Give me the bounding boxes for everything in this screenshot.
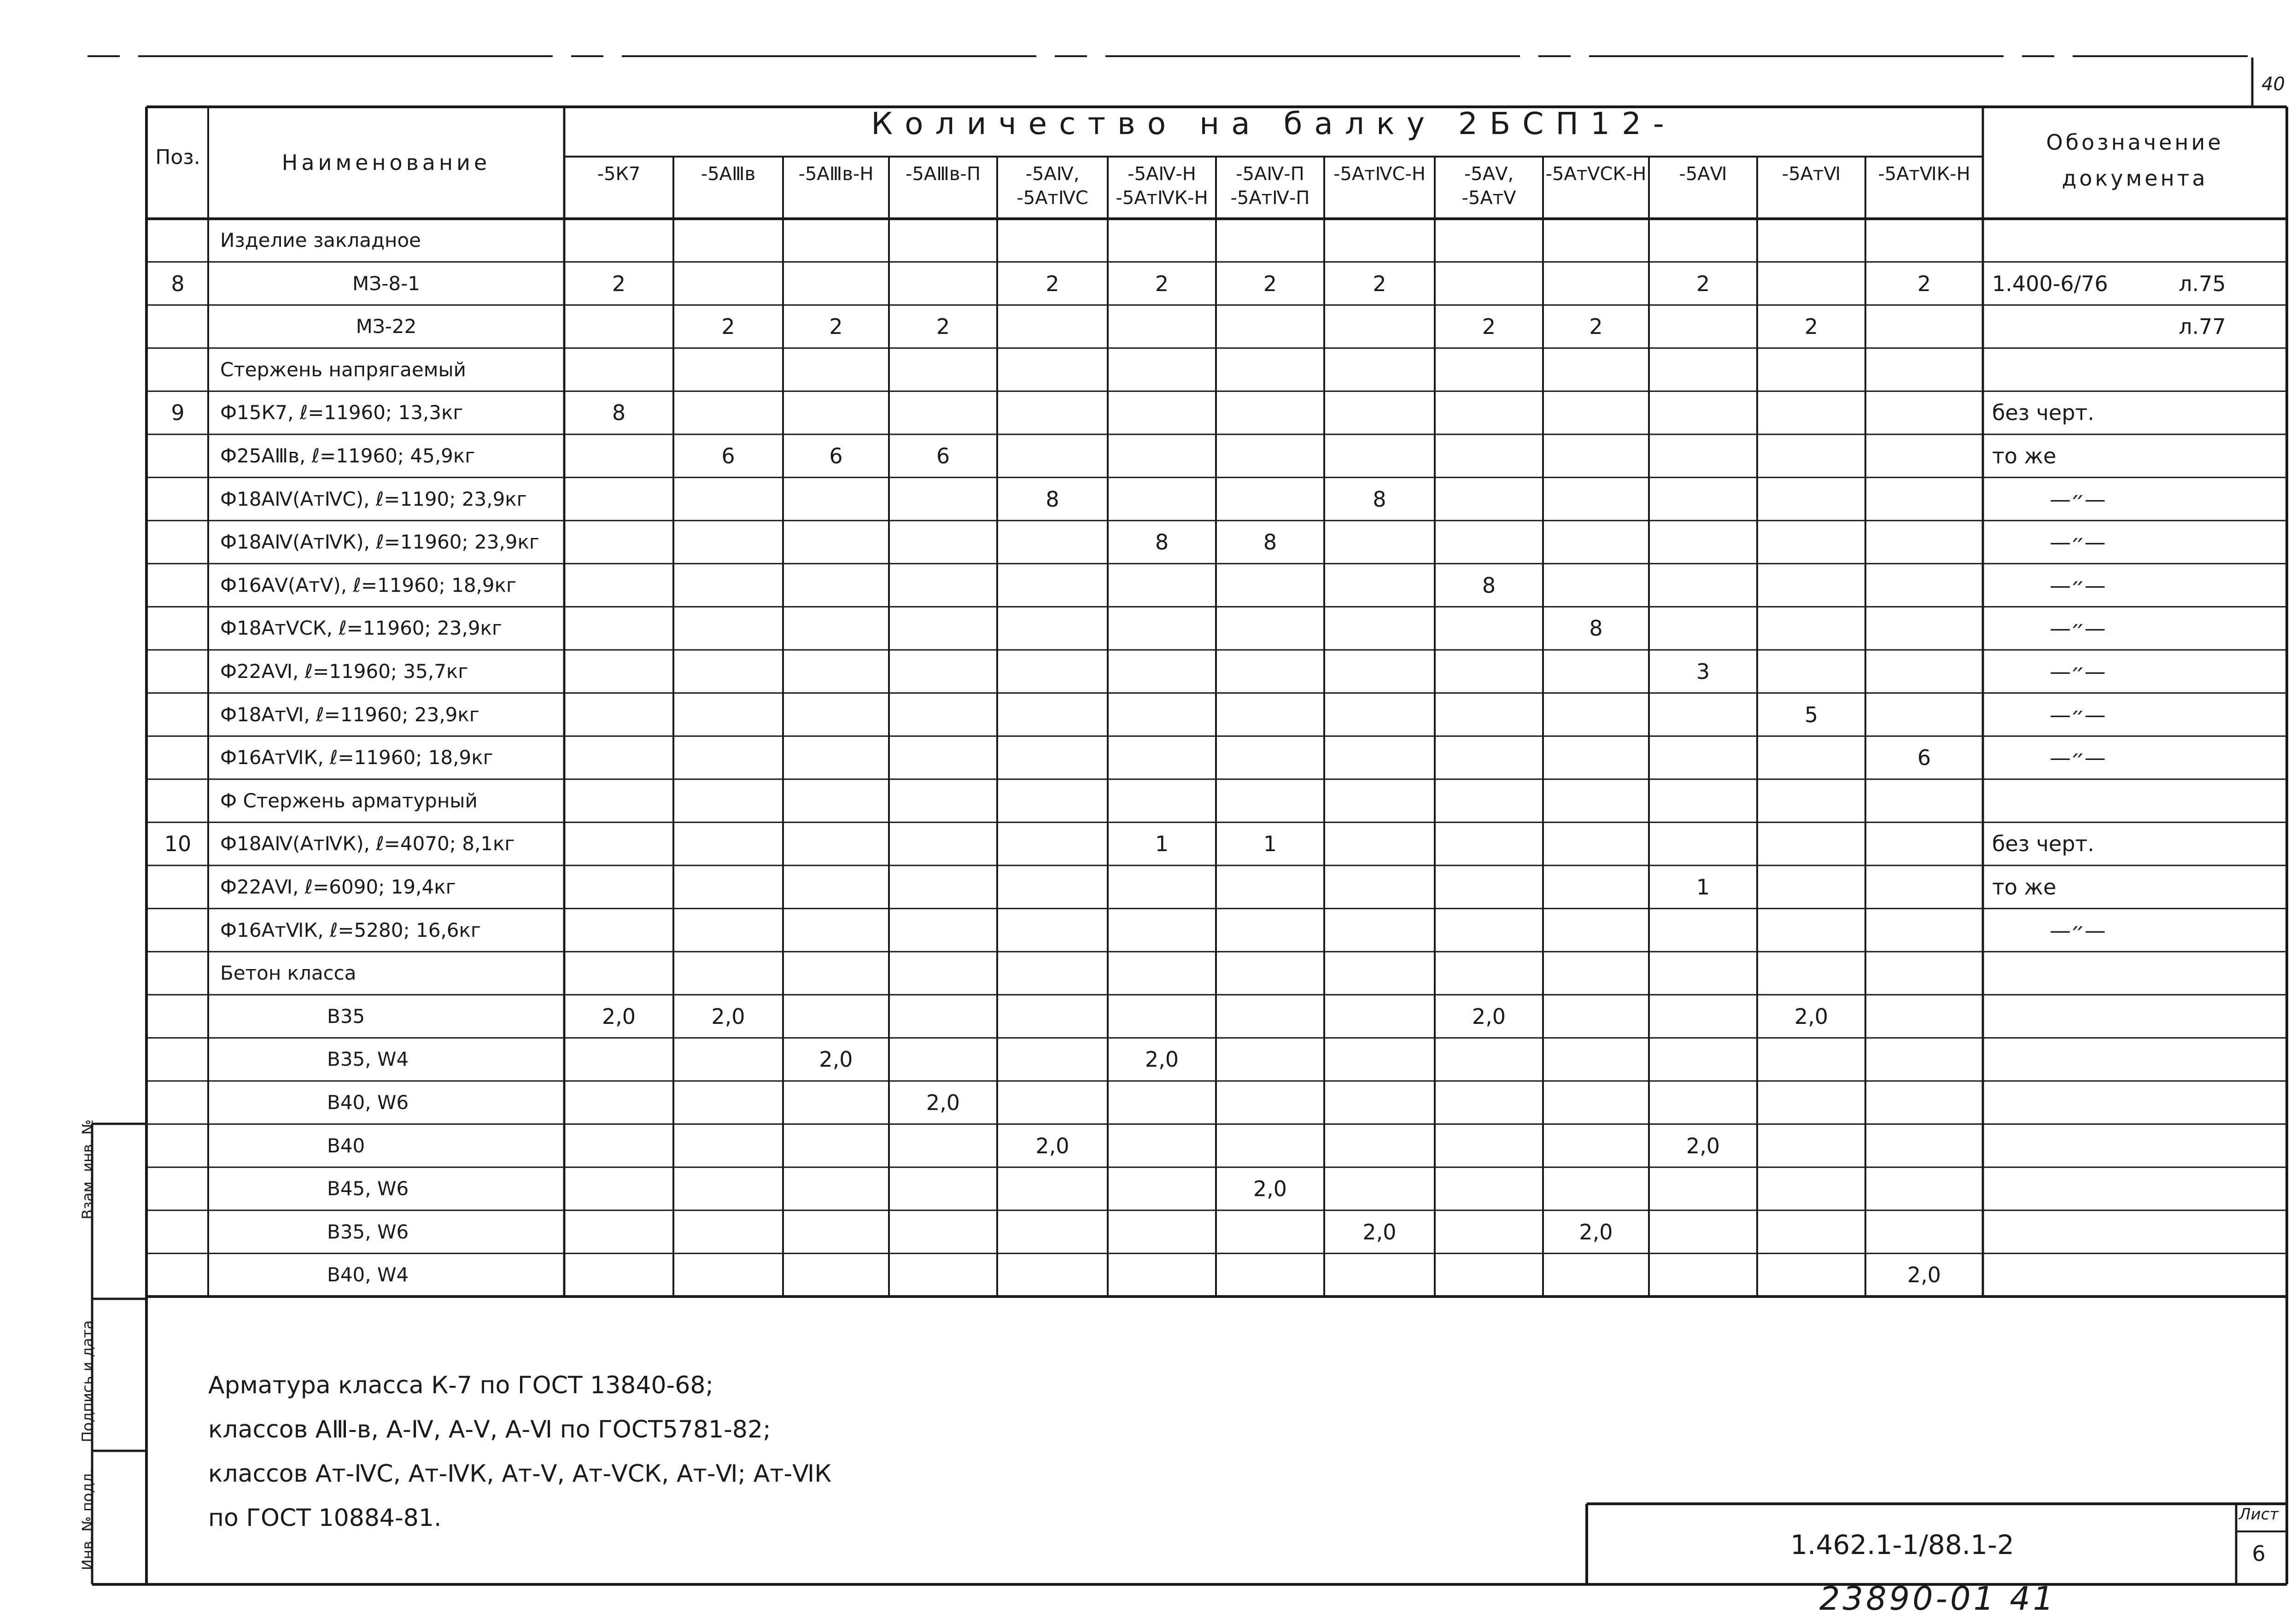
column-header	[564, 162, 673, 186]
column-header-line1: -5АⅢв-П	[906, 164, 981, 185]
row-name: Ф Стержень арматурный	[220, 789, 478, 812]
row-name: Ф18АтⅤСК, ℓ=11960; 23,9кг	[220, 617, 502, 639]
quantity-cell: 6	[829, 444, 843, 468]
side-label-signature-date: Подпись и дата	[79, 1320, 96, 1443]
quantity-cell: 2	[829, 314, 843, 339]
quantity-cell: 2,0	[602, 1004, 636, 1029]
row-name: Ф15К7, ℓ=11960; 13,3кг	[220, 401, 463, 424]
archive-number: 23890-01 41	[1819, 1580, 2057, 1618]
column-header	[889, 162, 997, 186]
column-header-line1: -5АⅣ-Н	[1128, 164, 1196, 185]
quantity-cell: 2	[1696, 271, 1710, 296]
column-header-line1: -5АтⅤСК-Н	[1545, 164, 1647, 185]
notes	[208, 1363, 831, 1540]
quantity-cell: 2	[1482, 314, 1496, 339]
quantity-cell: 2	[1917, 271, 1931, 296]
stamp-code: 1.462.1-1/88.1-2	[1790, 1529, 2014, 1560]
quantity-cell: 6	[1917, 745, 1931, 770]
quantity-cell: 2,0	[711, 1004, 745, 1029]
row-document: —״—	[2050, 702, 2106, 727]
quantity-cell: 2,0	[1579, 1220, 1613, 1244]
row-name: Ф18АⅣ(АтⅣС), ℓ=1190; 23,9кг	[220, 488, 527, 510]
row-document: —״—	[2050, 487, 2106, 512]
quantity-cell: 8	[1589, 616, 1603, 641]
header-document	[1983, 124, 2287, 196]
column-header-line1: -5АⅣ-П	[1236, 164, 1304, 185]
quantity-cell: 6	[936, 444, 950, 468]
column-header	[1435, 162, 1543, 210]
note-line: классов Ат-ⅣС, Ат-ⅣК, Ат-Ⅴ, Ат-ⅤСК, Ат-Ⅵ; Ат-ⅥК	[208, 1460, 832, 1488]
row-name: В35, W6	[327, 1221, 409, 1243]
column-header-line1: -5АⅣ,	[1025, 164, 1080, 185]
header-document-line1: Обозначение	[2046, 130, 2224, 155]
row-document: то же	[1992, 444, 2057, 468]
column-header	[673, 162, 783, 186]
row-document: 1.400-6/76	[1992, 271, 2108, 296]
row-document: —״—	[2050, 616, 2106, 641]
quantity-cell: 8	[1155, 530, 1169, 555]
quantity-cell: 2,0	[819, 1047, 853, 1072]
side-label-replace-inv: Взам. инв. №	[79, 1119, 96, 1220]
column-header-line1: -5АтⅥК-Н	[1878, 164, 1970, 185]
quantity-cell: 5	[1804, 702, 1818, 727]
column-header-line1: -5АⅤ,	[1464, 164, 1514, 185]
column-header-line2: -5АтⅣС	[1017, 187, 1088, 209]
row-name: В40, W6	[327, 1091, 409, 1114]
header-quantity-title: Количество на балку 2БСП12-	[871, 106, 1676, 141]
side-label-original-inv: Инв. № подл.	[79, 1468, 96, 1571]
row-name: В40	[327, 1134, 365, 1157]
row-pos: 9	[171, 400, 185, 425]
column-header	[783, 162, 889, 186]
row-name: В35, W4	[327, 1048, 409, 1070]
note-line: Арматура класса К-7 по ГОСТ 13840-68;	[208, 1372, 713, 1399]
column-header	[1543, 162, 1649, 186]
row-name: Ф22АⅥ, ℓ=11960; 35,7кг	[220, 660, 468, 683]
row-name: В40, W4	[327, 1263, 409, 1286]
quantity-cell: 2,0	[1907, 1262, 1941, 1287]
header-name: Наименование	[281, 150, 491, 175]
column-header	[1757, 162, 1865, 186]
row-document: —״—	[2050, 530, 2106, 555]
quantity-cell: 2	[1804, 314, 1818, 339]
quantity-cell: 8	[612, 400, 626, 425]
quantity-cell: 2,0	[926, 1090, 960, 1115]
column-header-line1: -5АтⅣС-Н	[1333, 164, 1426, 185]
quantity-cell: 2	[936, 314, 950, 339]
column-header-line1: -5К7	[597, 164, 641, 185]
quantity-cell: 1	[1263, 831, 1277, 856]
row-document: то же	[1992, 875, 2057, 900]
note-line: классов АⅢ-в, А-Ⅳ, А-Ⅴ, А-Ⅵ по ГОСТ5781-82;	[208, 1416, 771, 1443]
row-name: МЗ-22	[356, 315, 417, 338]
column-header	[997, 162, 1108, 210]
quantity-cell: 2	[1589, 314, 1603, 339]
quantity-cell: 2	[1046, 271, 1059, 296]
column-header-line1: -5АⅥ	[1679, 164, 1727, 185]
column-header	[1216, 162, 1324, 210]
quantity-cell: 2,0	[1035, 1133, 1070, 1158]
row-name: Ф16АтⅥК, ℓ=5280; 16,6кг	[220, 919, 481, 941]
row-name: В35	[327, 1005, 365, 1028]
quantity-cell: 6	[721, 444, 735, 468]
column-header	[1324, 162, 1435, 186]
row-document: —״—	[2050, 573, 2106, 598]
quantity-cell: 2,0	[1794, 1004, 1829, 1029]
column-header-line1: -5АⅢв	[701, 164, 756, 185]
column-header-line2: -5АтⅤ	[1461, 187, 1516, 209]
row-name: Ф22АⅥ, ℓ=6090; 19,4кг	[220, 876, 456, 898]
header-pos: Поз.	[155, 146, 200, 169]
quantity-cell: 2,0	[1686, 1133, 1720, 1158]
row-name: В45, W6	[327, 1177, 409, 1200]
quantity-cell: 8	[1373, 487, 1386, 512]
stamp-sheet-number: 6	[2252, 1541, 2266, 1566]
quantity-cell: 1	[1155, 831, 1169, 856]
quantity-cell: 2,0	[1362, 1220, 1397, 1244]
row-sheet-ref: л.77	[2179, 314, 2226, 339]
column-header-line2: -5АтⅣ-П	[1230, 187, 1310, 209]
row-name: Стержень напрягаемый	[220, 358, 466, 381]
row-name: Ф16АтⅥК, ℓ=11960; 18,9кг	[220, 746, 493, 769]
quantity-cell: 2	[721, 314, 735, 339]
quantity-cell: 8	[1482, 573, 1496, 598]
row-name: Ф18АⅣ(АтⅣК), ℓ=11960; 23,9кг	[220, 531, 539, 553]
row-pos: 10	[164, 831, 192, 856]
row-name: Ф25АⅢв, ℓ=11960; 45,9кг	[220, 444, 475, 467]
row-name: Ф18АⅣ(АтⅣК), ℓ=4070; 8,1кг	[220, 832, 515, 855]
row-document: —״—	[2050, 918, 2106, 943]
corner-mark: 40	[2262, 74, 2285, 95]
quantity-cell: 3	[1696, 659, 1710, 684]
row-document: —״—	[2050, 745, 2106, 770]
quantity-cell: 8	[1046, 487, 1059, 512]
quantity-cell: 2	[612, 271, 626, 296]
row-name: Изделие закладное	[220, 229, 421, 251]
row-document: без черт.	[1992, 831, 2094, 856]
quantity-cell: 2	[1155, 271, 1169, 296]
column-header	[1865, 162, 1983, 186]
column-header-line2: -5АтⅣК-Н	[1116, 187, 1208, 209]
quantity-cell: 2,0	[1145, 1047, 1179, 1072]
row-name: Бетон класса	[220, 962, 357, 984]
quantity-cell: 2,0	[1253, 1176, 1287, 1201]
column-header	[1108, 162, 1216, 210]
row-name: Ф18АтⅥ, ℓ=11960; 23,9кг	[220, 703, 479, 726]
column-header	[1649, 162, 1757, 186]
note-line: по ГОСТ 10884-81.	[208, 1504, 442, 1532]
row-pos: 8	[171, 271, 185, 296]
header-document-line2: документа	[2062, 166, 2208, 191]
row-sheet-ref: л.75	[2179, 271, 2226, 296]
column-header-line1: -5АⅢв-Н	[798, 164, 874, 185]
stamp-sheet-label: Лист	[2238, 1505, 2279, 1524]
quantity-cell: 2	[1373, 271, 1386, 296]
quantity-cell: 1	[1696, 875, 1710, 900]
quantity-cell: 2,0	[1472, 1004, 1506, 1029]
quantity-cell: 8	[1263, 530, 1277, 555]
row-name: Ф16АⅤ(АтⅤ), ℓ=11960; 18,9кг	[220, 574, 517, 596]
row-document: без черт.	[1992, 400, 2094, 425]
row-name: МЗ-8-1	[352, 272, 420, 295]
column-header-line1: -5АтⅥ	[1782, 164, 1841, 185]
row-document: —״—	[2050, 659, 2106, 684]
quantity-cell: 2	[1263, 271, 1277, 296]
